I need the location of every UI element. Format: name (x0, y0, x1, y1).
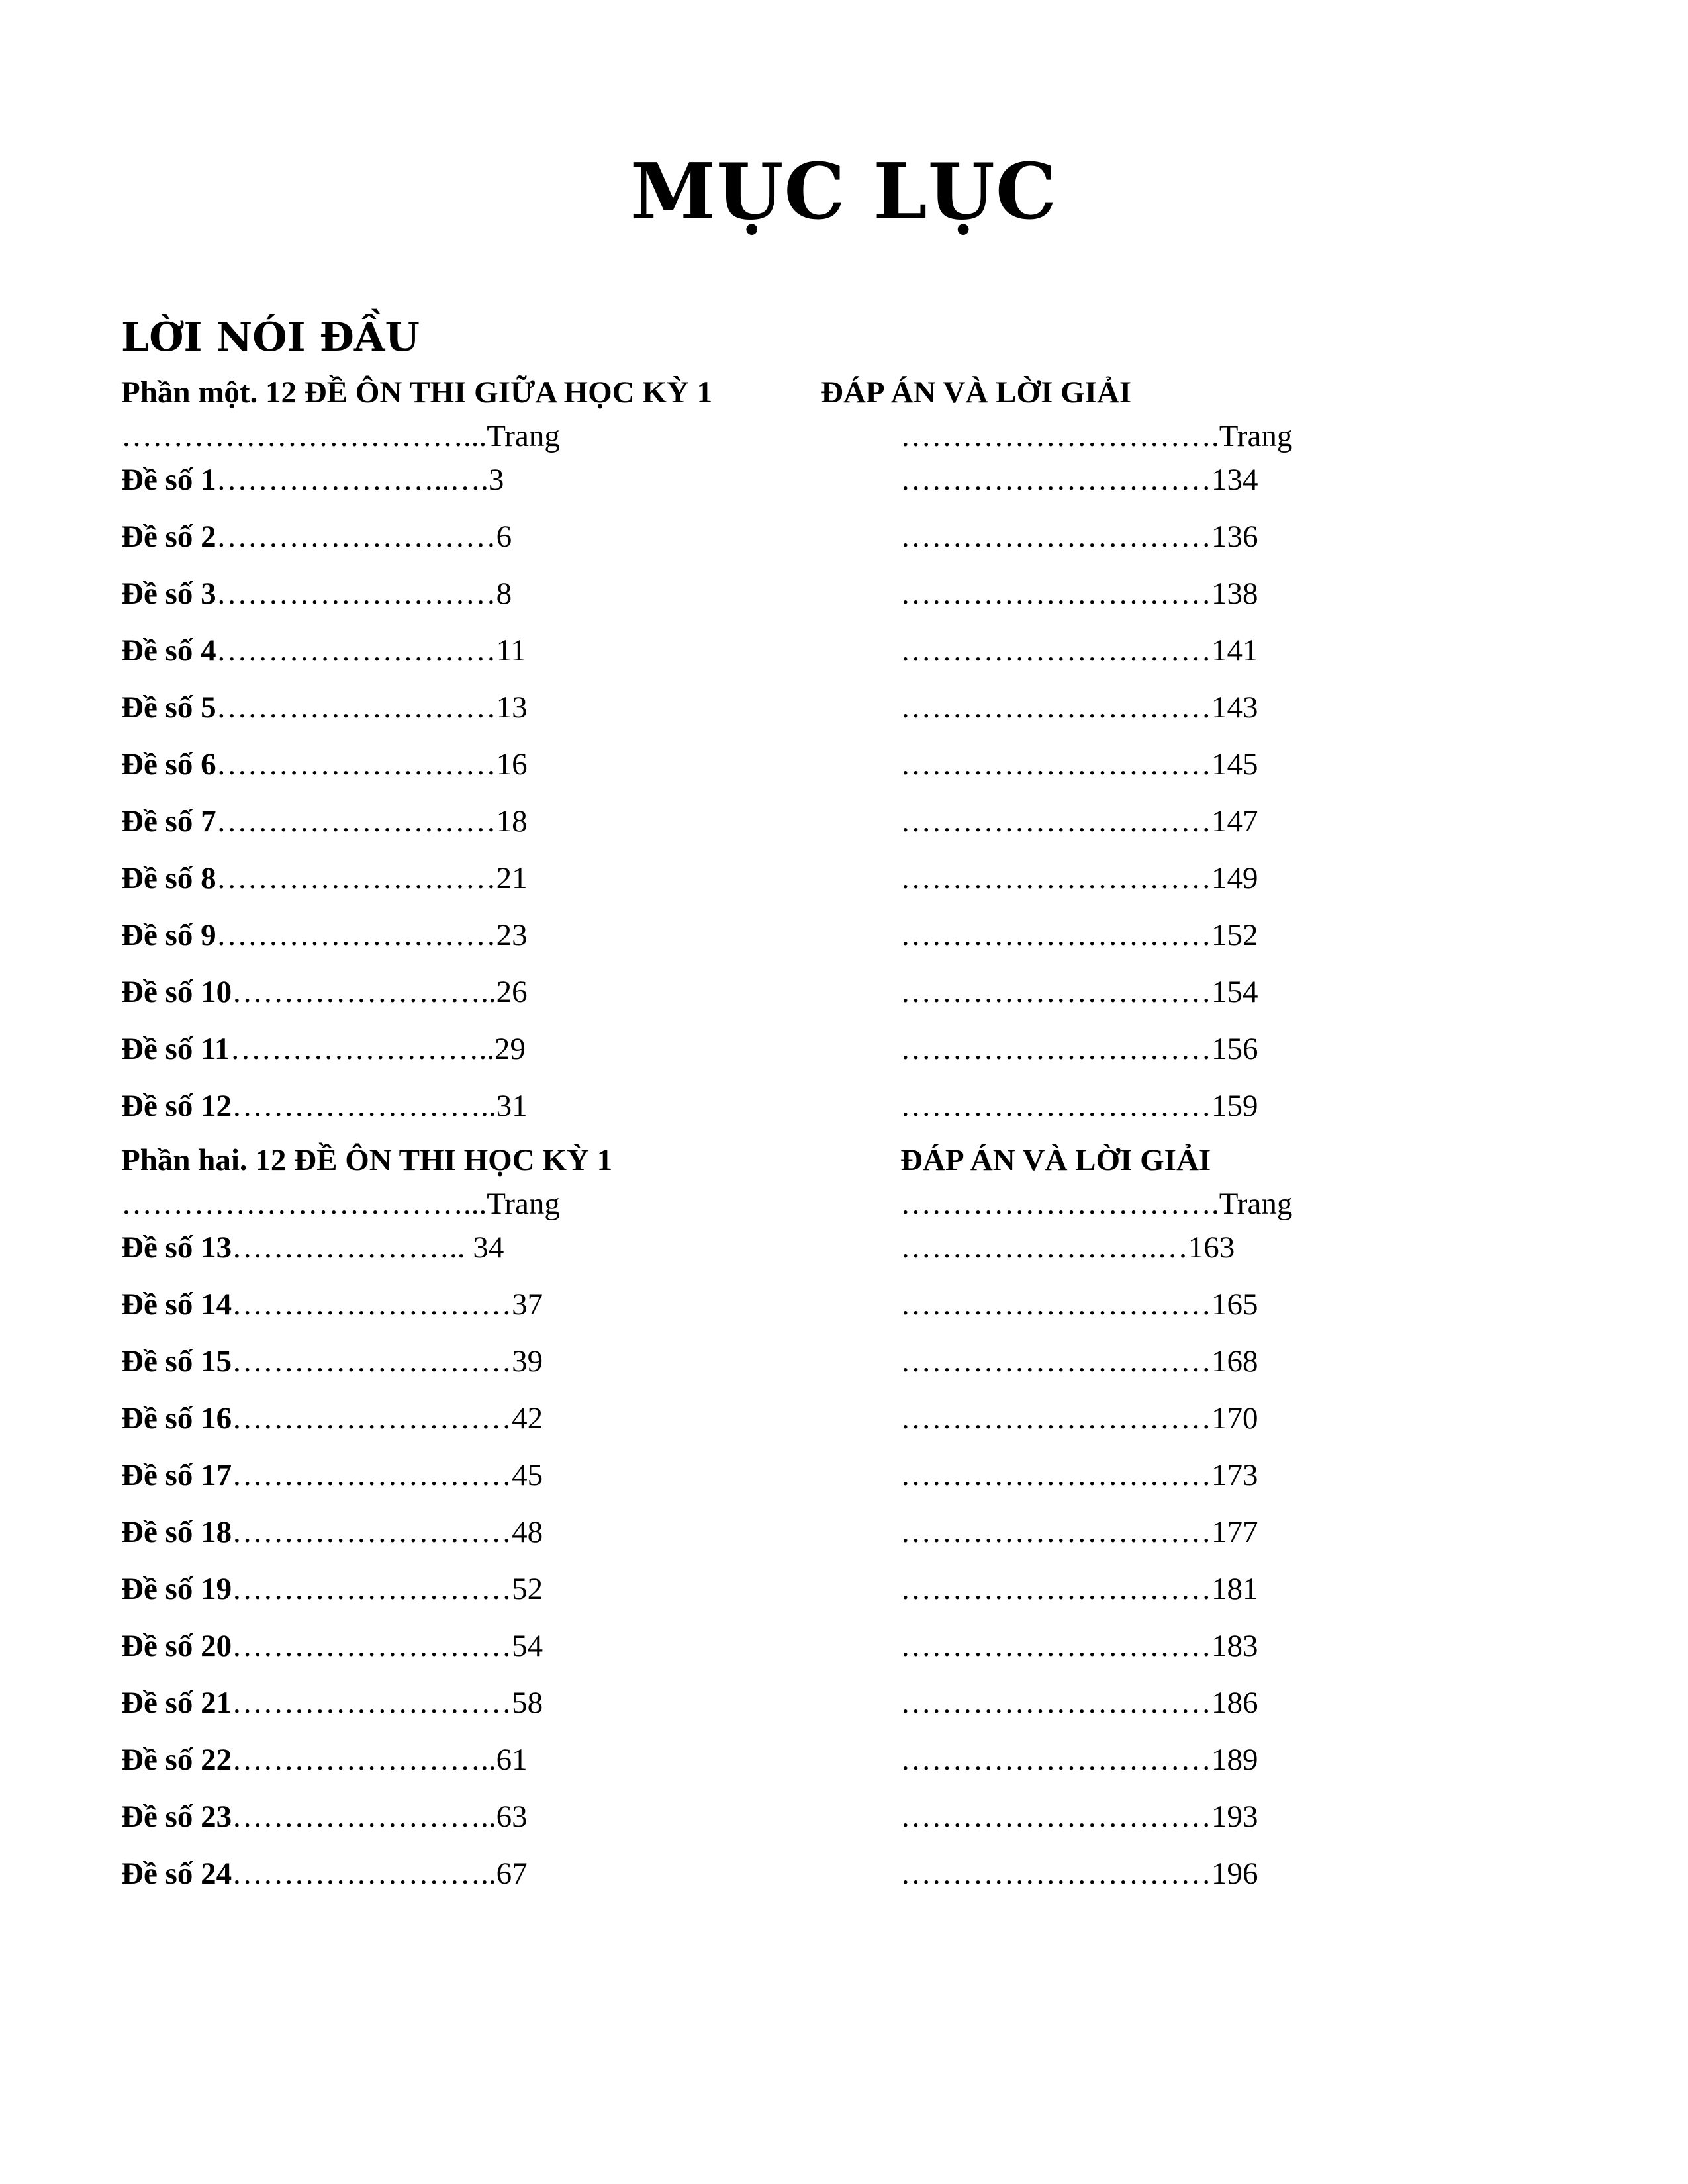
answer-item (900, 1455, 1258, 1495)
entry-page: 37 (512, 1287, 543, 1322)
list-item (121, 517, 512, 557)
answer-dots: ………………………… (900, 520, 1211, 554)
entry-page: 54 (512, 1629, 543, 1663)
entry-page: 16 (496, 747, 528, 782)
answer-item (900, 631, 1258, 670)
answer-page: 170 (1211, 1401, 1258, 1435)
list-item (121, 1569, 543, 1609)
answer-page: 143 (1211, 690, 1258, 725)
entry-page: 8 (496, 576, 512, 611)
answer-page: 177 (1211, 1515, 1258, 1549)
answer-item (900, 745, 1258, 784)
part-heading: Phần hai. 12 ĐỀ ÔN THI HỌC KỲ 1 (121, 1143, 613, 1177)
answer-item (900, 688, 1258, 727)
entry-page: 6 (496, 520, 512, 554)
answer-dots: ………………………… (900, 975, 1211, 1009)
list-item (121, 1455, 543, 1495)
answer-item (900, 517, 1258, 557)
answer-dots: ………………………… (900, 747, 1211, 782)
entry-label: Đề số 8 (121, 861, 216, 895)
answer-page: 141 (1211, 633, 1258, 668)
list-item (121, 1342, 543, 1381)
answer-item (900, 1740, 1258, 1780)
entry-dots: ……………………… (232, 1629, 512, 1663)
answer-page: 189 (1211, 1743, 1258, 1777)
list-item (121, 1398, 543, 1438)
entry-page: 58 (512, 1686, 543, 1720)
answer-item (900, 1854, 1258, 1893)
answer-item (900, 1228, 1235, 1267)
answer-dots: ………………………… (900, 804, 1211, 839)
entry-label: Đề số 19 (121, 1572, 232, 1606)
entry-dots: ……………………… (216, 690, 496, 725)
entry-label: Đề số 18 (121, 1515, 232, 1549)
list-item (121, 801, 528, 841)
answer-dots: ………………………… (900, 690, 1211, 725)
entry-page: 48 (512, 1515, 543, 1549)
answer-page: 147 (1211, 804, 1258, 839)
entry-label: Đề số 16 (121, 1401, 232, 1435)
answer-page: 165 (1211, 1287, 1258, 1322)
answer-page: 134 (1211, 463, 1258, 497)
entry-label: Đề số 24 (121, 1856, 232, 1891)
answer-page: 196 (1211, 1856, 1258, 1891)
answer-dots: ………………………… (900, 463, 1211, 497)
entry-page: 29 (494, 1032, 526, 1066)
list-item (121, 1512, 543, 1552)
answer-item (900, 1683, 1258, 1723)
entry-dots: ……………………… (216, 520, 496, 554)
entry-page: 39 (512, 1344, 543, 1379)
answer-page: 181 (1211, 1572, 1258, 1606)
answer-item (900, 858, 1258, 898)
answer-page: 168 (1211, 1344, 1258, 1379)
trang-label-left: ……………………………...Trang (121, 1187, 560, 1221)
entry-label: Đề số 21 (121, 1686, 232, 1720)
answer-dots: ………………………… (900, 1458, 1211, 1492)
answer-page: 154 (1211, 975, 1258, 1009)
answer-dots: ………………………… (900, 1686, 1211, 1720)
answer-dots: ………………………… (900, 1799, 1211, 1834)
answer-item (900, 460, 1258, 500)
answer-page: 136 (1211, 520, 1258, 554)
entry-page: 45 (512, 1458, 543, 1492)
answers-heading: ĐÁP ÁN VÀ LỜI GIẢI (900, 1143, 1211, 1177)
entry-dots: ……………………… (232, 1686, 512, 1720)
entry-page: 18 (496, 804, 528, 839)
trang-label-right: ………………………….Trang (900, 1187, 1293, 1221)
entry-dots: ……………………… (216, 861, 496, 895)
entry-dots: …………………….. (232, 1743, 496, 1777)
trang-label-right: ………………………….Trang (900, 419, 1293, 453)
answer-item (900, 1398, 1258, 1438)
answer-dots: ………………………… (900, 1629, 1211, 1663)
entry-dots: …………………….. (232, 1856, 496, 1891)
entry-dots: ………………….. (232, 1230, 473, 1265)
entry-page: 13 (496, 690, 528, 725)
answer-dots: ………………………… (900, 1743, 1211, 1777)
list-item (121, 460, 504, 500)
answer-page: 183 (1211, 1629, 1258, 1663)
entry-page: 61 (496, 1743, 528, 1777)
list-item (121, 1228, 504, 1267)
entry-label: Đề số 15 (121, 1344, 232, 1379)
answer-item (900, 574, 1258, 614)
entry-label: Đề số 20 (121, 1629, 232, 1663)
list-item (121, 1854, 528, 1893)
entry-dots: ……………………… (216, 576, 496, 611)
entry-page: 11 (496, 633, 526, 668)
entry-dots: ……………………… (232, 1287, 512, 1322)
list-item (121, 688, 528, 727)
entry-label: Đề số 17 (121, 1458, 232, 1492)
page-title: MỤC LỤC (630, 147, 1058, 237)
list-item (121, 1626, 543, 1666)
entry-label: Đề số 23 (121, 1799, 232, 1834)
answer-page: 193 (1211, 1799, 1258, 1834)
entry-dots: ……………………… (216, 747, 496, 782)
answer-item (900, 1342, 1258, 1381)
answer-item (900, 1797, 1258, 1837)
entry-label: Đề số 3 (121, 576, 216, 611)
entry-page: 67 (496, 1856, 528, 1891)
answer-dots: ………………………… (900, 1856, 1211, 1891)
entry-label: Đề số 4 (121, 633, 216, 668)
list-item (121, 858, 528, 898)
entry-label: Đề số 14 (121, 1287, 232, 1322)
answer-dots: ………………………… (900, 1515, 1211, 1549)
entry-label: Đề số 7 (121, 804, 216, 839)
entry-dots: …………………….. (230, 1032, 494, 1066)
entry-page: 42 (512, 1401, 543, 1435)
answer-page: 173 (1211, 1458, 1258, 1492)
entry-label: Đề số 13 (121, 1230, 232, 1265)
entry-page: 23 (496, 918, 528, 952)
entry-page: 3 (488, 463, 504, 497)
preface-heading: LỜI NÓI ĐẦU (121, 314, 420, 361)
answer-item (900, 1512, 1258, 1552)
list-item (121, 972, 528, 1012)
list-item (121, 745, 528, 784)
answer-page: 156 (1211, 1032, 1258, 1066)
list-item (121, 1683, 543, 1723)
entry-label: Đề số 22 (121, 1743, 232, 1777)
answer-dots: ………………………… (900, 861, 1211, 895)
entry-dots: ……………………… (232, 1401, 512, 1435)
entry-page: 26 (496, 975, 528, 1009)
answer-item (900, 1086, 1258, 1126)
entry-page: 63 (496, 1799, 528, 1834)
answer-dots: ………………………… (900, 918, 1211, 952)
answer-dots: ………………………… (900, 1401, 1211, 1435)
answers-heading: ĐÁP ÁN VÀ LỜI GIẢI (821, 375, 1132, 410)
entry-dots: …………………..…. (216, 463, 489, 497)
answer-dots: ………………………… (900, 633, 1211, 668)
entry-dots: ……………………… (232, 1344, 512, 1379)
answer-page: 159 (1211, 1089, 1258, 1123)
answer-dots: ………………………… (900, 1032, 1211, 1066)
trang-label-left: ……………………………...Trang (121, 419, 560, 453)
entry-dots: …………………….. (232, 975, 496, 1009)
entry-label: Đề số 2 (121, 520, 216, 554)
entry-label: Đề số 11 (121, 1032, 230, 1066)
answer-page: 149 (1211, 861, 1258, 895)
answer-page: 152 (1211, 918, 1258, 952)
entry-dots: ……………………… (216, 633, 496, 668)
answer-item (900, 1626, 1258, 1666)
answer-page: 163 (1188, 1230, 1235, 1265)
list-item (121, 631, 526, 670)
answer-item (900, 801, 1258, 841)
list-item (121, 1740, 528, 1780)
list-item (121, 1797, 528, 1837)
entry-dots: ……………………… (232, 1515, 512, 1549)
answer-item (900, 1569, 1258, 1609)
answer-dots: ………………………… (900, 1344, 1211, 1379)
entry-dots: …………………….. (232, 1089, 496, 1123)
list-item (121, 1029, 526, 1069)
answer-dots: ………………………… (900, 576, 1211, 611)
answer-item (900, 915, 1258, 955)
answer-item (900, 1285, 1258, 1324)
entry-dots: ……………………… (232, 1572, 512, 1606)
part-heading: Phần một. 12 ĐỀ ÔN THI GIỮA HỌC KỲ 1 (121, 375, 713, 410)
answer-item (900, 1029, 1258, 1069)
list-item (121, 1086, 528, 1126)
answer-item (900, 972, 1258, 1012)
answer-dots: ………………………… (900, 1089, 1211, 1123)
entry-label: Đề số 10 (121, 975, 232, 1009)
entry-label: Đề số 1 (121, 463, 216, 497)
entry-dots: …………………….. (232, 1799, 496, 1834)
answer-dots: ………………………… (900, 1287, 1211, 1322)
list-item (121, 915, 528, 955)
entry-label: Đề số 9 (121, 918, 216, 952)
answer-dots: ………………………… (900, 1572, 1211, 1606)
entry-dots: ……………………… (216, 918, 496, 952)
answer-page: 138 (1211, 576, 1258, 611)
entry-dots: ……………………… (216, 804, 496, 839)
entry-page: 21 (496, 861, 528, 895)
entry-dots: ……………………… (232, 1458, 512, 1492)
answer-page: 145 (1211, 747, 1258, 782)
list-item (121, 1285, 543, 1324)
entry-label: Đề số 6 (121, 747, 216, 782)
entry-page: 31 (496, 1089, 528, 1123)
list-item (121, 574, 512, 614)
answer-page: 186 (1211, 1686, 1258, 1720)
entry-page: 52 (512, 1572, 543, 1606)
entry-label: Đề số 12 (121, 1089, 232, 1123)
entry-page: 34 (473, 1230, 504, 1265)
answer-dots: …………………….… (900, 1230, 1188, 1265)
entry-label: Đề số 5 (121, 690, 216, 725)
